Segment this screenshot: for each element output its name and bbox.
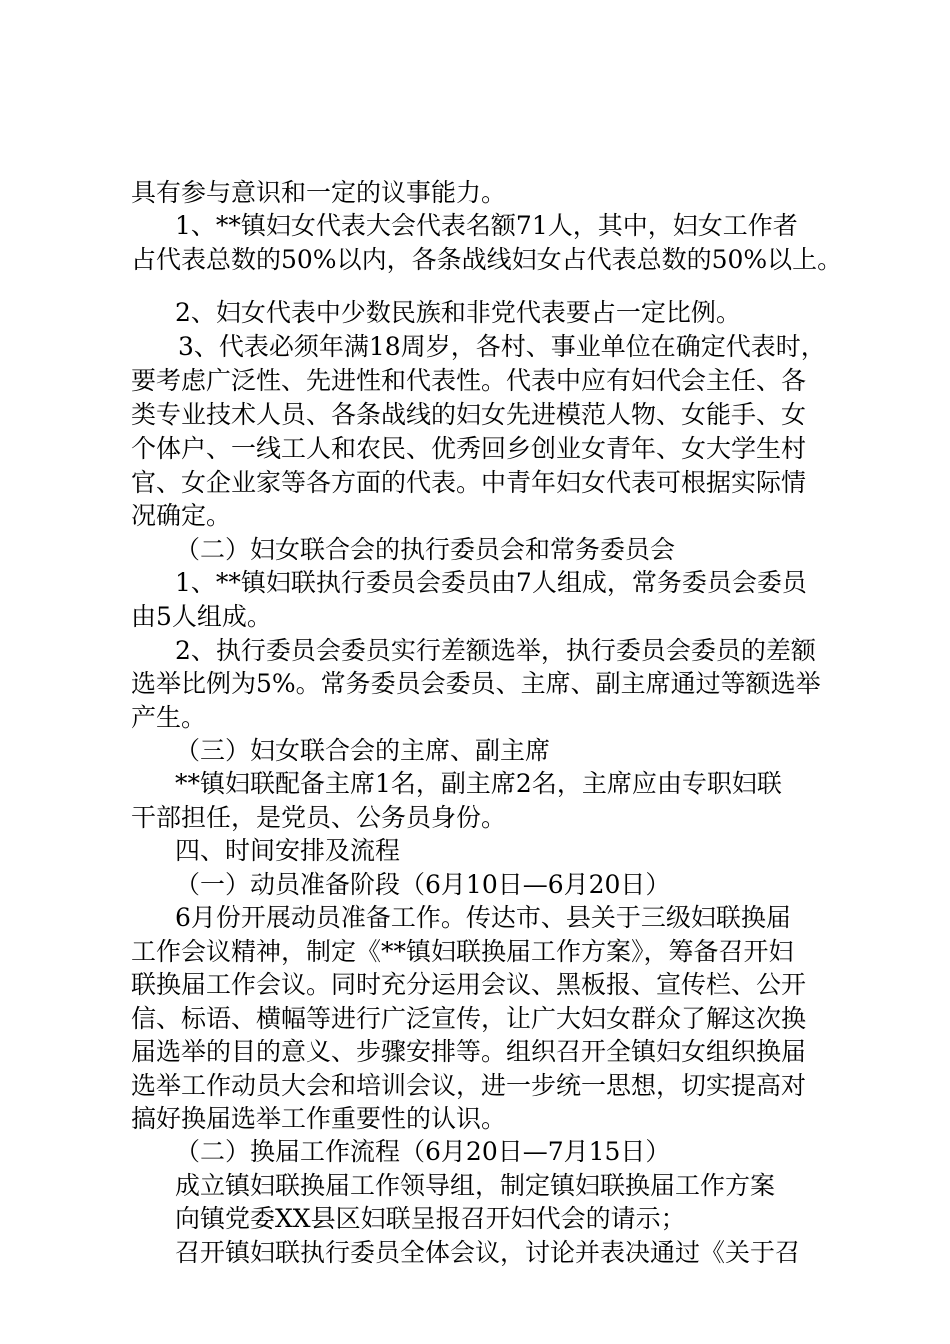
text-line: 个体户、一线工人和农民、优秀回乡创业女青年、女大学生村 — [131, 434, 807, 463]
text-line: 选举比例为5%。常务委员会委员、主席、副主席通过等额选举 — [131, 669, 821, 698]
text-line: 产生。 — [131, 703, 207, 732]
text-line: 1、**镇妇联执行委员会委员由7人组成，常务委员会委员 — [175, 568, 807, 597]
section-heading: （一）动员准备阶段（6月10日—6月20日） — [175, 870, 671, 899]
section-heading: （三）妇女联合会的主席、副主席 — [175, 736, 551, 765]
section-heading: （二）妇女联合会的执行委员会和常务委员会 — [175, 535, 676, 564]
text-line: 工作会议精神，制定《**镇妇联换届工作方案》，筹备召开妇 — [131, 937, 794, 966]
text-line: 1、**镇妇女代表大会代表名额71人，其中，妇女工作者 — [175, 211, 798, 240]
text-line: 6月份开展动员准备工作。传达市、县关于三级妇联换届 — [175, 903, 791, 932]
text-line: 况确定。 — [131, 501, 232, 530]
text-line: 成立镇妇联换届工作领导组，制定镇妇联换届工作方案 — [175, 1171, 776, 1200]
text-line: 要考虑广泛性、先进性和代表性。代表中应有妇代会主任、各 — [131, 366, 807, 395]
text-line: 2、执行委员会委员实行差额选举，执行委员会委员的差额 — [175, 636, 816, 665]
text-line: 官、女企业家等各方面的代表。中青年妇女代表可根据实际情 — [131, 468, 807, 497]
text-line: 联换届工作会议。同时充分运用会议、黑板报、宣传栏、公开 — [131, 970, 807, 999]
text-line: 选举工作动员大会和培训会议，进一步统一思想，切实提高对 — [131, 1071, 807, 1100]
text-line: 由5人组成。 — [131, 602, 272, 631]
section-heading: 四、时间安排及流程 — [175, 836, 401, 865]
text-line: 届选举的目的意义、步骤安排等。组织召开全镇妇女组织换届 — [131, 1037, 807, 1066]
text-line: 干部担任，是党员、公务员身份。 — [131, 803, 507, 832]
text-line: 类专业技术人员、各条战线的妇女先进模范人物、女能手、女 — [131, 400, 807, 429]
text-line: 占代表总数的50%以内，各条战线妇女占代表总数的50%以上。 — [131, 245, 843, 274]
text-line: **镇妇联配备主席1名，副主席2名，主席应由专职妇联 — [175, 769, 782, 798]
text-line: 信、标语、横幅等进行广泛宣传，让广大妇女群众了解这次换 — [131, 1004, 807, 1033]
text-line: 具有参与意识和一定的议事能力。 — [131, 178, 507, 207]
text-line: 搞好换届选举工作重要性的认识。 — [131, 1104, 507, 1133]
section-heading: （二）换届工作流程（6月20日—7月15日） — [175, 1137, 671, 1166]
text-line: 召开镇妇联执行委员全体会议，讨论并表决通过《关于召 — [175, 1238, 801, 1267]
text-line: 向镇党委XX县区妇联呈报召开妇代会的请示； — [175, 1204, 686, 1233]
text-line: 3、代表必须年满18周岁，各村、事业单位在确定代表时， — [178, 332, 826, 361]
text-line: 2、妇女代表中少数民族和非党代表要占一定比例。 — [175, 298, 741, 327]
